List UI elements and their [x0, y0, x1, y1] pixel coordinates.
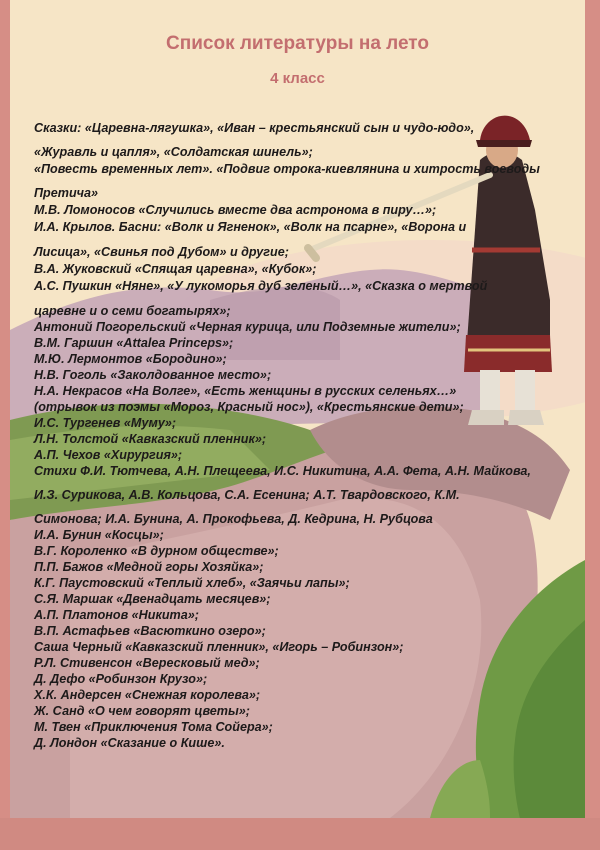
list-line: М.В. Ломоносов «Случились вместе два астронома в пиру…»; [34, 203, 437, 217]
page [10, 0, 585, 818]
list-line: В.А. Жуковский «Спящая царевна», «Кубок»; [34, 262, 317, 276]
list-line: М. Твен «Приключения Тома Сойера»; [34, 720, 273, 734]
list-line: Х.К. Андерсен «Снежная королева»; [34, 688, 261, 702]
list-line: В.П. Астафьев «Васюткино озеро»; [34, 624, 266, 638]
list-line: Н.В. Гоголь «Заколдованное место»; [34, 368, 272, 382]
list-line: Симонова; И.А. Бунина, А. Прокофьева, Д. Кедрина, Н. Рубцова [34, 512, 433, 526]
list-line: Сказки: «Царевна-лягушка», «Иван – крестьянский сын и чудо-юдо», [34, 121, 475, 135]
list-line: (отрывок из поэмы «Мороз, Красный нос»), «Крестьянские дети»; [34, 400, 464, 414]
list-line: В.М. Гаршин «Attalea Princeps»; [34, 336, 234, 350]
list-line: Ж. Санд «О чем говорят цветы»; [34, 704, 250, 718]
list-line: А.П. Чехов «Хирургия»; [34, 448, 183, 462]
list-line: И.З. Сурикова, А.В. Кольцова, С.А. Есенина; А.Т. Твардовского, К.М. [34, 488, 460, 502]
page-subtitle: 4 класс [270, 70, 325, 87]
list-line: П.П. Бажов «Медной горы Хозяйка»; [34, 560, 264, 574]
list-line: Претича» [34, 186, 98, 200]
list-line: К.Г. Паустовский «Теплый хлеб», «Заячьи лапы»; [34, 576, 350, 590]
list-line: царевне и о семи богатырях»; [34, 304, 231, 318]
bottom-border [0, 818, 600, 850]
list-line: И.А. Бунин «Косцы»; [34, 528, 164, 542]
list-line: Лисица», «Свинья под Дубом» и другие; [34, 245, 289, 259]
list-line: А.П. Платонов «Никита»; [34, 608, 199, 622]
list-line: Саша Черный «Кавказский пленник», «Игорь – Робинзон»; [34, 640, 404, 654]
list-line: Р.Л. Стивенсон «Вересковый мед»; [34, 656, 260, 670]
list-line: Д. Лондон «Сказание о Кише». [34, 736, 225, 750]
page-title: Список литературы на лето [166, 33, 429, 54]
list-line: В.Г. Короленко «В дурном обществе»; [34, 544, 279, 558]
list-line: Н.А. Некрасов «На Волге», «Есть женщины в русских селеньях…» [34, 384, 457, 398]
list-line: М.Ю. Лермонтов «Бородино»; [34, 352, 227, 366]
list-line: «Повесть временных лет». «Подвиг отрока-киевлянина и хитрость воеводы [34, 162, 540, 176]
list-line: И.А. Крылов. Басни: «Волк и Ягненок», «Волк на псарне», «Ворона и [34, 220, 467, 234]
list-line: А.С. Пушкин «Няне», «У лукоморья дуб зеленый…», «Сказка о мертвой [34, 279, 488, 293]
list-line: Стихи Ф.И. Тютчева, А.Н. Плещеева, И.С. Никитина, А.А. Фета, А.Н. Майкова, [34, 464, 531, 478]
list-line: Антоний Погорельский «Черная курица, или Подземные жители»; [34, 320, 461, 334]
list-line: «Журавль и цапля», «Солдатская шинель»; [34, 145, 313, 159]
list-line: С.Я. Маршак «Двенадцать месяцев»; [34, 592, 271, 606]
list-line: Д. Дефо «Робинзон Крузо»; [34, 672, 208, 686]
list-line: Л.Н. Толстой «Кавказский пленник»; [34, 432, 267, 446]
list-line: И.С. Тургенев «Муму»; [34, 416, 177, 430]
